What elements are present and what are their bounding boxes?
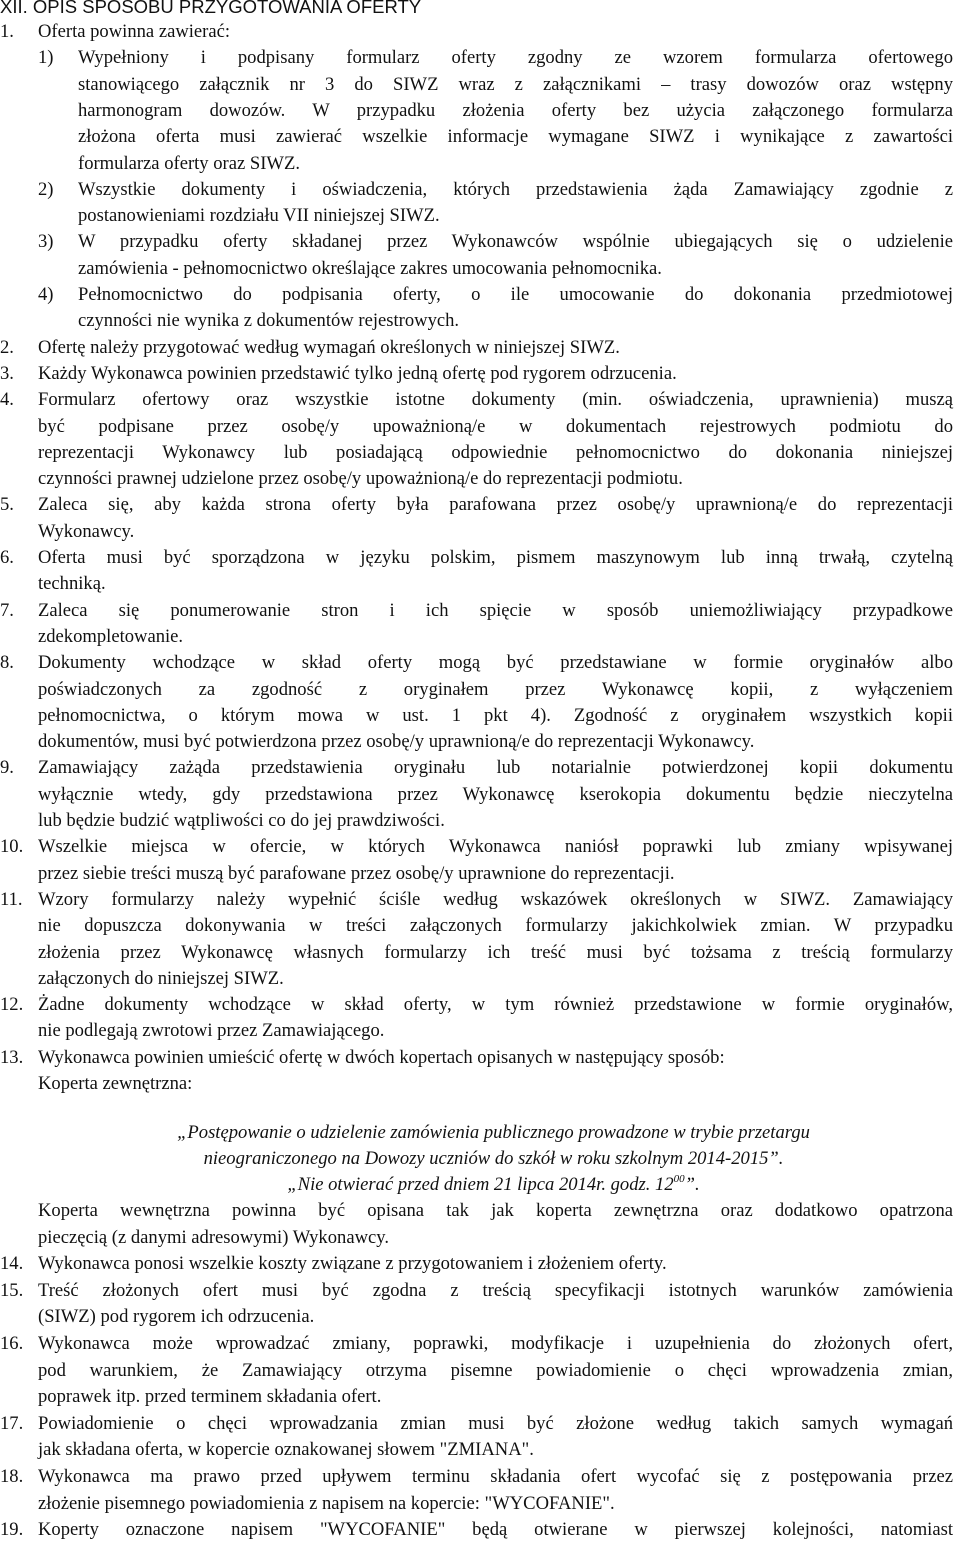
text-line: techniką. — [38, 573, 106, 595]
text-line: reprezentacji Wykonawcy lub posiadającą odpowiednie pełnomocnictwo do dokonania niniejszej — [38, 441, 953, 463]
text-line: nie dopuszcza dokonywania w treści załączonych formularzy jakichkolwiek zmian. W przypadku — [38, 915, 953, 937]
envelope-label-line-3-superscript: 00 — [673, 1173, 685, 1185]
envelope-label-line-2: nieograniczonego na Dowozy uczniów do szkół w roku szkolnym 2014-2015”. — [203, 1148, 784, 1169]
text-line: Wykonawca powinien umieścić ofertę w dwóch kopertach opisanych w następujący sposób: — [38, 1046, 725, 1068]
text-line: Koperta wewnętrzna powinna być opisana tak jak koperta zewnętrzna oraz dodatkowo opatrzona — [38, 1200, 953, 1221]
item-number: 6. — [0, 547, 14, 568]
item-number: 12. — [0, 994, 24, 1016]
item-number: 4. — [0, 389, 14, 411]
envelope-label-line-3 — [36, 1172, 951, 1201]
text-line: czynności prawnej udzielone przez osobę/y upoważnioną/e do reprezentacji podmiotu. — [38, 468, 683, 490]
item-number: 1. — [0, 21, 14, 42]
text-line: pod warunkiem, że Zamawiający otrzyma pisemne powiadomienie o chęci wprowadzenia zmian, — [38, 1359, 953, 1381]
text-line: Koperty oznaczone napisem "WYCOFANIE" będą otwierane w pierwszej kolejności, natomiast — [38, 1519, 953, 1541]
text-line: poprawek itp. przed terminem składania ofert. — [38, 1386, 382, 1408]
item-number: 7. — [0, 599, 14, 621]
text-line: Zaleca się ponumerowanie stron i ich spięcie w sposób uniemożliwiający przypadkowe — [38, 599, 953, 621]
text-line: Oferta powinna zawierać: — [38, 21, 231, 42]
item-number: 3. — [0, 362, 14, 384]
item-number: 13. — [0, 1046, 24, 1068]
text-line: postanowieniami rozdziału VII niniejszej SIWZ. — [78, 205, 440, 227]
text-line: W przypadku oferty składanej przez Wykonawców wspólnie ubiegających się o udzielenie — [78, 231, 953, 253]
text-line: Zaleca się, aby każda strona oferty była parafowana przez osobę/y uprawnioną/e do reprezentacji — [38, 494, 953, 516]
item-number: 2. — [0, 336, 14, 358]
item-number: 16. — [0, 1333, 24, 1354]
item-number: 15. — [0, 1279, 24, 1301]
text-line: jak składana oferta, w kopercie oznakowanej słowem "ZMIANA". — [38, 1439, 534, 1461]
text-line: Każdy Wykonawca powinien przedstawić tylko jedną ofertę pod rygorem odrzucenia. — [38, 362, 677, 384]
text-line: wyłącznie wtedy, gdy przedstawiona przez Wykonawcę kserokopia dokumentu będzie nieczytelna — [38, 783, 953, 805]
text-line: harmonogram dowozów. W przypadku złożenia oferty bez użycia załączonego formularza — [78, 99, 953, 121]
item-number: 11. — [0, 888, 23, 910]
text-line: lub będzie budzić wątpliwości co do jej prawdziwości. — [38, 810, 445, 831]
text-line: Wszystkie dokumenty i oświadczenia, których przedstawienia żąda Zamawiający zgodnie z — [78, 178, 953, 200]
item-number: 1) — [38, 47, 54, 69]
text-line: Zamawiający zażąda przedstawienia oryginału lub notarialnie potwierdzonej kopii dokumentu — [38, 757, 953, 779]
text-line: nie podlegają zwrotowi przez Zamawiającego. — [38, 1020, 385, 1042]
item-number: 14. — [0, 1253, 24, 1275]
text-line: Koperta zewnętrzna: — [38, 1073, 193, 1094]
text-line: Wszelkie miejsca w ofercie, w których Wykonawca naniósł poprawki lub zmiany wpisywanej — [38, 836, 953, 858]
text-line: załączonych do niniejszej SIWZ. — [38, 967, 284, 989]
item-number: 9. — [0, 757, 14, 779]
text-line: Ofertę należy przygotować według wymagań określonych w niniejszej SIWZ. — [38, 336, 620, 358]
text-line: formularza oferty oraz SIWZ. — [78, 152, 300, 174]
text-line: pieczęcią (z danymi adresowymi) Wykonawcy. — [38, 1226, 389, 1248]
item-number: 2) — [38, 178, 54, 200]
text-line: złożona oferta musi zawierać wszelkie informacje wymagane SIWZ i wynikające z zawartości — [78, 126, 953, 148]
text-line: stanowiącego załącznik nr 3 do SIWZ wraz z załącznikami – trasy dowozów oraz wstępny — [78, 73, 953, 95]
text-line: Wykonawca może wprowadzać zmiany, poprawki, modyfikacje i uzupełnienia do złożonych ofert, — [38, 1333, 953, 1354]
text-line: przez siebie treści muszą być parafowane przez osobę/y uprawnione do reprezentacji. — [38, 862, 675, 884]
text-line: Treść złożonych ofert musi być zgodna z treścią specyfikacji istotnych warunków zamówienia — [38, 1279, 953, 1301]
text-line: Dokumenty wchodzące w skład oferty mogą być przedstawiane w formie oryginałów albo — [38, 652, 953, 674]
text-line: Wzory formularzy należy wypełnić ściśle według wskazówek określonych w SIWZ. Zamawiający — [38, 888, 953, 910]
section-heading: XII. OPIS SPOSOBU PRZYGOTOWANIA OFERTY — [0, 0, 422, 17]
envelope-label-line-3-end: ”. — [684, 1174, 700, 1195]
text-line: dokumentów, musi być potwierdzona przez osobę/y uprawnioną/e do reprezentacji Wykonawcy. — [38, 731, 755, 753]
item-number: 8. — [0, 652, 14, 674]
text-line: Wykonawca ponosi wszelkie koszty związane z przygotowaniem i złożeniem oferty. — [38, 1253, 667, 1275]
envelope-label-line-1: „Postępowanie o udzielenie zamówienia publicznego prowadzone w trybie przetargu — [177, 1122, 810, 1143]
text-line: Wykonawcy. — [38, 520, 135, 542]
item-number: 3) — [38, 231, 54, 253]
text-line: Oferta musi być sporządzona w języku polskim, pismem maszynowym lub inną trwałą, czytelną — [38, 547, 953, 568]
text-line: Żadne dokumenty wchodzące w skład oferty, w tym również przedstawione w formie oryginałów, — [38, 994, 953, 1016]
text-line: Powiadomienie o chęci wprowadzania zmian musi być złożone według takich samych wymagań — [38, 1412, 953, 1434]
item-number: 5. — [0, 494, 14, 516]
item-number: 4) — [38, 284, 54, 305]
envelope-label-line-3-text: „Nie otwierać przed dniem 21 lipca 2014r. godz. 12 — [287, 1174, 674, 1195]
text-line: zamówienia - pełnomocnictwo określające zakres umocowania pełnomocnika. — [78, 257, 662, 279]
text-line: (SIWZ) pod rygorem ich odrzucenia. — [38, 1306, 315, 1328]
text-line: złożenia przez Wykonawcę własnych formularzy ich treść musi być tożsama z treścią formularzy — [38, 941, 953, 963]
text-line: złożenie pisemnego powiadomienia z napisem na kopercie: "WYCOFANIE". — [38, 1492, 615, 1514]
text-line: zdekompletowanie. — [38, 625, 184, 647]
text-line: poświadczonych za zgodność z oryginałem przez Wykonawcę kopii, z wyłączeniem — [38, 678, 953, 700]
item-number: 18. — [0, 1466, 24, 1487]
item-number: 19. — [0, 1519, 24, 1541]
text-line: Wykonawca ma prawo przed upływem terminu składania ofert wycofać się z postępowania przez — [38, 1466, 953, 1487]
text-line: czynności nie wynika z dokumentów rejestrowych. — [78, 310, 460, 332]
text-line: Wypełniony i podpisany formularz oferty zgodny ze wzorem formularza ofertowego — [78, 47, 953, 69]
text-line: Formularz ofertowy oraz wszystkie istotne dokumenty (min. oświadczenia, uprawnienia) muszą — [38, 389, 953, 411]
text-line: Pełnomocnictwo do podpisania oferty, o ile umocowanie do dokonania przedmiotowej — [78, 284, 953, 305]
item-number: 10. — [0, 836, 24, 858]
text-line: pełnomocnictwa, o którym mowa w ust. 1 pkt 4). Zgodność z oryginałem wszystkich kopii — [38, 704, 953, 726]
item-number: 17. — [0, 1412, 24, 1434]
text-line: być podpisane przez osobę/y upoważnioną/e w dokumentach rejestrowych podmiotu do — [38, 415, 953, 437]
